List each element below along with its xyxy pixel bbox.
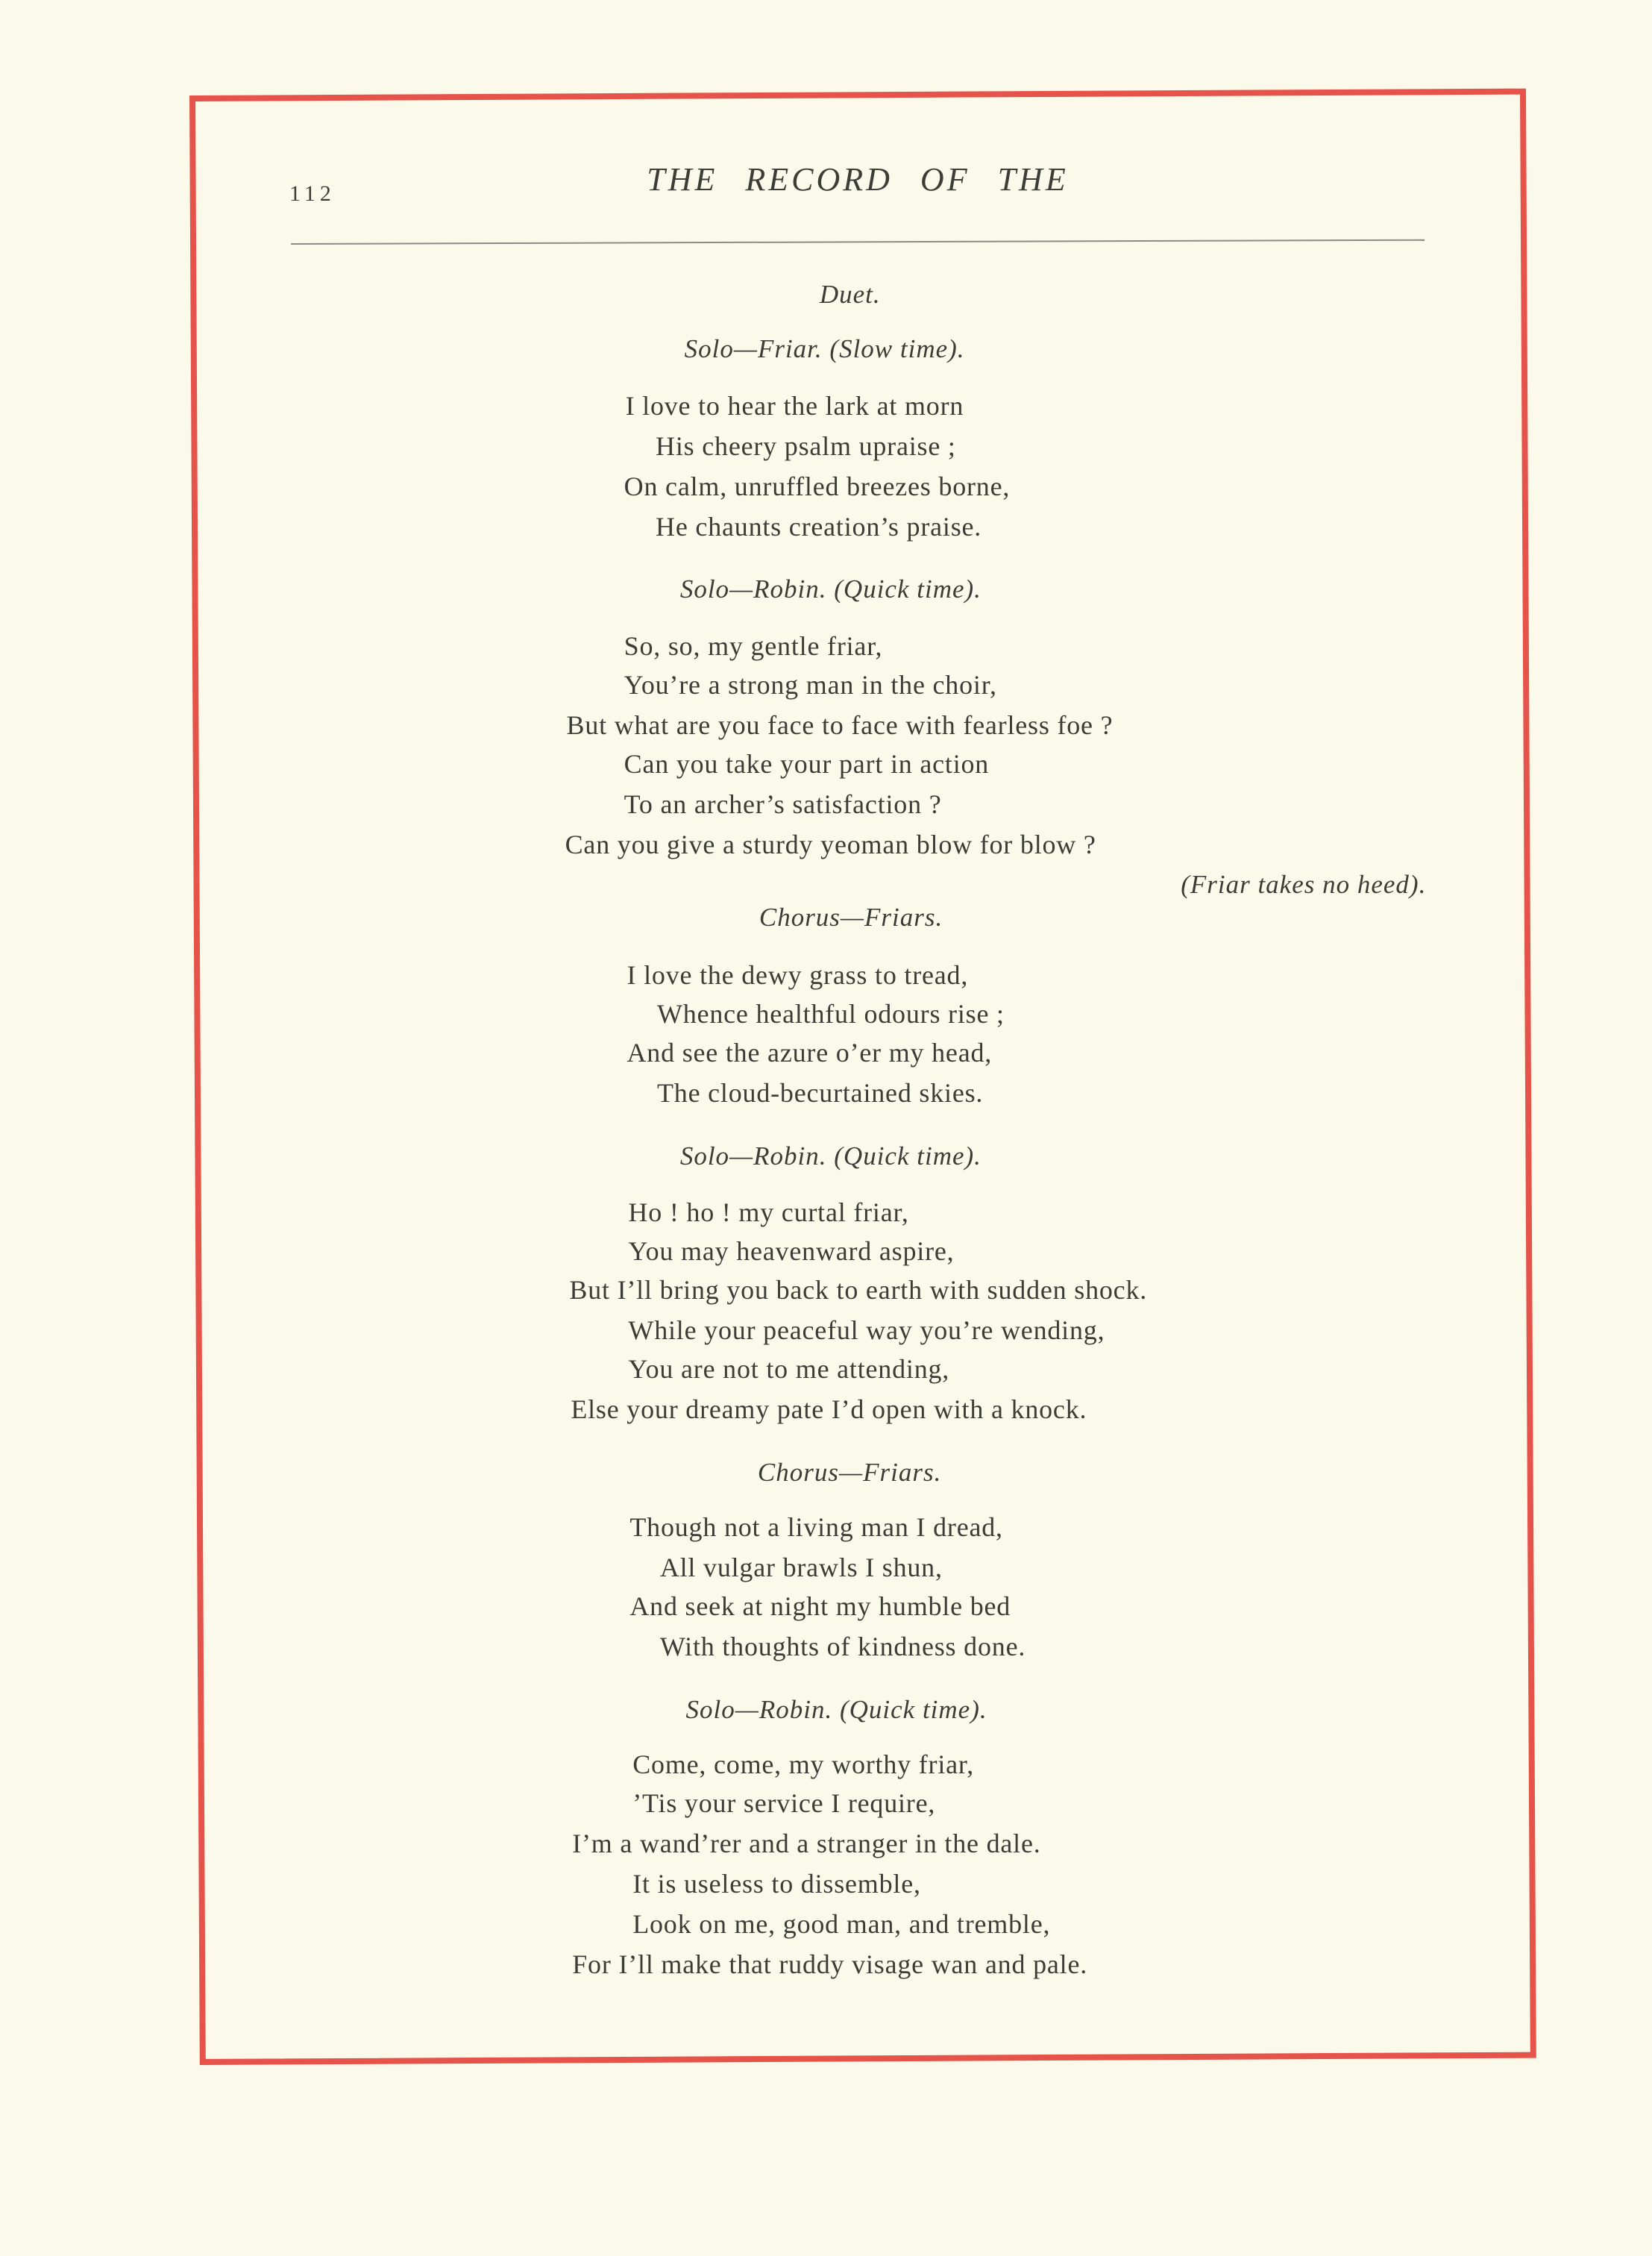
verse-line: It is useless to dissemble, xyxy=(632,1869,921,1899)
verse-line: To an archer’s satisfaction ? xyxy=(624,789,942,819)
verse-line: On calm, unruffled breezes borne, xyxy=(624,471,1011,501)
verse-line: Look on me, good man, and tremble, xyxy=(632,1909,1051,1940)
verse-line: You are not to me attending, xyxy=(628,1354,950,1385)
verse-line: Ho ! ho ! my curtal friar, xyxy=(628,1197,909,1228)
verse-line: His cheery psalm upraise ; xyxy=(656,430,956,461)
verse-line: You may heavenward aspire, xyxy=(628,1236,955,1267)
verse-line: While your peaceful way you’re wending, xyxy=(628,1315,1105,1346)
verse-line: I love the dewy grass to tread, xyxy=(626,960,969,991)
verse-line: And seek at night my humble bed xyxy=(629,1591,1011,1622)
section-heading: Solo—Robin. (Quick time). xyxy=(679,574,982,604)
verse-line: I love to hear the lark at morn xyxy=(625,390,964,421)
verse-line: Whence healthful odours rise ; xyxy=(656,999,1005,1030)
verse-line: But what are you face to face with fearless foe ? xyxy=(566,709,1114,740)
verse-line: Come, come, my worthy friar, xyxy=(632,1749,975,1780)
page-number: 112 xyxy=(289,181,336,206)
verse-line: Can you give a sturdy yeoman blow for blow ? xyxy=(565,829,1096,859)
verse-line: Though not a living man I dread, xyxy=(629,1512,1003,1543)
verse-line: With thoughts of kindness done. xyxy=(659,1632,1026,1662)
section-heading: Duet. xyxy=(819,280,881,310)
verse-line: All vulgar brawls I shun, xyxy=(659,1552,943,1583)
verse-line: But I’ll bring you back to earth with sudden shock. xyxy=(569,1275,1148,1306)
verse-line: I’m a wand’rer and a stranger in the dale. xyxy=(572,1829,1041,1859)
running-title: THE RECORD OF THE xyxy=(647,161,1069,198)
verse-line: So, so, my gentle friar, xyxy=(624,630,883,661)
section-heading: Solo—Friar. (Slow time). xyxy=(684,334,965,364)
section-heading: Solo—Robin. (Quick time). xyxy=(685,1695,987,1725)
verse-line: He chaunts creation’s praise. xyxy=(656,511,982,542)
section-heading: Solo—Robin. (Quick time). xyxy=(679,1141,982,1171)
verse-line: Can you take your part in action xyxy=(624,748,990,779)
verse-line: Else your dreamy pate I’d open with a knock. xyxy=(571,1394,1087,1425)
verse-line: The cloud-becurtained skies. xyxy=(656,1078,984,1109)
verse-line: ’Tis your service I require, xyxy=(632,1788,936,1819)
section-heading: Chorus—Friars. xyxy=(757,1458,942,1488)
stage-direction: (Friar takes no heed). xyxy=(1181,869,1427,899)
verse-line: And see the azure o’er my head, xyxy=(626,1038,993,1068)
verse-line: You’re a strong man in the choir, xyxy=(624,669,997,700)
section-heading: Chorus—Friars. xyxy=(759,902,943,932)
verse-line: For I’ll make that ruddy visage wan and pale. xyxy=(572,1949,1088,1980)
